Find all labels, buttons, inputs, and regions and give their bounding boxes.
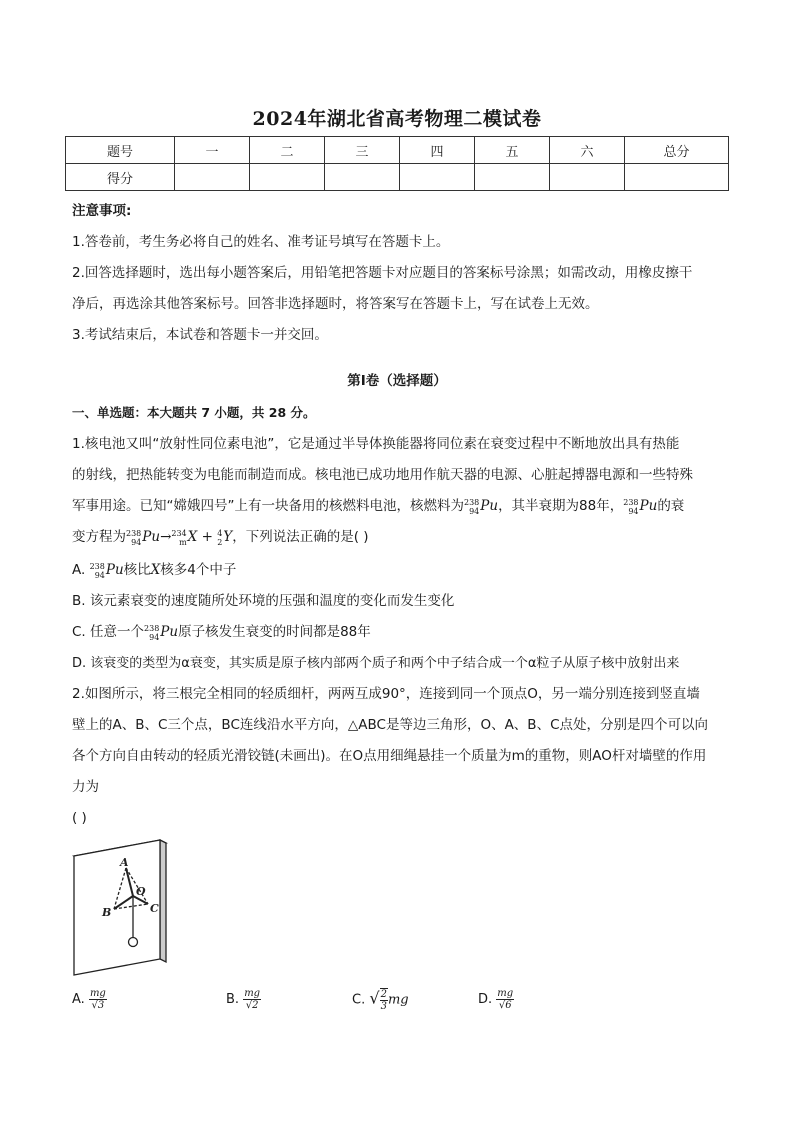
q2-option-a[interactable]: A. $\frac{mg}{√3}$ <box>72 988 106 1011</box>
wall-diagram <box>70 838 170 978</box>
score-cell[interactable] <box>250 164 325 191</box>
notice-item-2b: 净后，再选涂其他答案标号。回答非选择题时，将答案写在答题卡上，写在试卷上无效。 <box>72 296 599 312</box>
score-cell[interactable] <box>550 164 625 191</box>
nuclide-pu: 238 94 Pu <box>89 561 124 580</box>
q1-line-3-text-c: 的衰 <box>657 498 685 514</box>
score-table <box>65 136 729 191</box>
q2-line-4: 力为 <box>72 779 99 795</box>
nuclide-pu: 238 94 Pu <box>144 623 179 642</box>
q1-line-3-text-a: 军事用途。已知“嫦娥四号”上有一块备用的核燃料电池，核燃料为 <box>72 498 464 514</box>
q1-option-a[interactable]: A. 238 94 Pu核比X核多4个中子 <box>72 555 732 586</box>
score-cell[interactable] <box>175 164 250 191</box>
row-label: 得分 <box>66 164 175 191</box>
notice-item-2a: 2.回答选择题时，选出每小题答案后，用铅笔把答题卡对应题目的答案标号涂黑；如需改动，用橡皮擦干 <box>72 265 693 281</box>
notice-item-1: 1.答卷前，考生务必将自己的姓名、准考证号填写在答题卡上。 <box>72 234 450 250</box>
header-cell: 四 <box>400 137 475 164</box>
header-cell: 三 <box>325 137 400 164</box>
nuclide-pu: 238 94 Pu <box>126 528 161 547</box>
q2-option-c[interactable]: C. √ $\frac{2}{3}$ mg <box>352 988 409 1012</box>
notice-heading: 注意事项: <box>72 203 132 219</box>
arrow-symbol: → <box>160 529 172 545</box>
part-heading: 一、单选题：本大题共 7 小题，共 28 分。 <box>72 405 316 420</box>
label-c: C <box>150 902 159 915</box>
q1-line-1: 1.核电池又叫“放射性同位素电池”，它是通过半导体换能器将同位素在衰变过程中不断地放出具有热能 <box>72 436 680 452</box>
q2-line-2: 壁上的A、B、C三个点，BC连线沿水平方向，△ABC是等边三角形，O、A、B、C点处，分别是四个可以向 <box>72 717 708 733</box>
nuclide-pu: 238 94 Pu <box>464 497 499 516</box>
header-cell: 一 <box>175 137 250 164</box>
q1-option-d[interactable]: D. 该衰变的类型为α衰变，其实质是原子核内部两个质子和两个中子结合成一个α粒子从原子核中放射出来 <box>72 656 680 671</box>
wall-rod-figure <box>70 838 170 982</box>
q1-option-c[interactable]: C. 任意一个 238 94 Pu原子核发生衰变的时间都是88年 <box>72 617 732 648</box>
label-o: O <box>136 885 146 898</box>
label-a: A <box>120 856 129 869</box>
score-cell[interactable] <box>475 164 550 191</box>
label-b: B <box>102 906 112 919</box>
header-cell: 二 <box>250 137 325 164</box>
plus-symbol: + <box>201 529 213 545</box>
header-cell: 六 <box>550 137 625 164</box>
q2-line-3: 各个方向自由转动的轻质光滑铰链(未画出)。在O点用细绳悬挂一个质量为m的重物，则AO杆对墙壁的作用 <box>72 748 707 764</box>
q1-line-2: 的射线，把热能转变为电能而制造而成。核电池已成功地用作航天器的电源、心脏起搏器电源和一些特殊 <box>72 467 693 483</box>
q1-line-3 <box>72 491 732 522</box>
nuclide-x: 234 m X <box>171 528 198 547</box>
q1-line-3-text-b: ，其半衰期为88年， <box>498 498 624 514</box>
score-cell[interactable] <box>325 164 400 191</box>
hanging-weight <box>129 938 138 947</box>
q1-option-b[interactable]: B. 该元素衰变的速度随所处环境的压强和温度的变化而发生变化 <box>72 593 455 609</box>
header-cell: 总分 <box>625 137 729 164</box>
wall-side-face <box>160 840 166 962</box>
nuclide-pu: 238 94 Pu <box>623 497 658 516</box>
section-title: 第I卷（选择题） <box>347 373 447 389</box>
q2-option-b[interactable]: B. $\frac{mg}{√2}$ <box>226 988 261 1011</box>
q2-paren: ( ) <box>72 810 87 826</box>
score-table-header-row <box>66 137 729 164</box>
notice-item-3: 3.考试结束后，本试卷和答题卡一并交回。 <box>72 327 328 343</box>
q2-line-1: 2.如图所示，将三根完全相同的轻质细杆，两两互成90°，连接到同一个顶点O，另一端分别连接到竖直墙 <box>72 686 700 702</box>
exam-title: 2024年湖北省高考物理二模试卷 <box>252 108 542 130</box>
score-table-score-row <box>66 164 729 191</box>
fraction: $\frac{mg}{√2}$ <box>244 988 261 1011</box>
fraction: $\frac{2}{3}$ <box>380 989 387 1012</box>
q1-line-4: 变方程为 238 94 Pu→ 234 m X + 4 2 Y，下列说法正确的是( ) <box>72 522 732 553</box>
q2-option-d[interactable]: D. $\frac{mg}{√6}$ <box>478 988 514 1011</box>
fraction: $\frac{mg}{√3}$ <box>89 988 106 1011</box>
score-cell[interactable] <box>400 164 475 191</box>
header-cell: 题号 <box>66 137 175 164</box>
fraction: $\frac{mg}{√6}$ <box>497 988 514 1011</box>
score-cell[interactable] <box>625 164 729 191</box>
header-cell: 五 <box>475 137 550 164</box>
nuclide-y: 4 2 Y <box>217 528 233 547</box>
